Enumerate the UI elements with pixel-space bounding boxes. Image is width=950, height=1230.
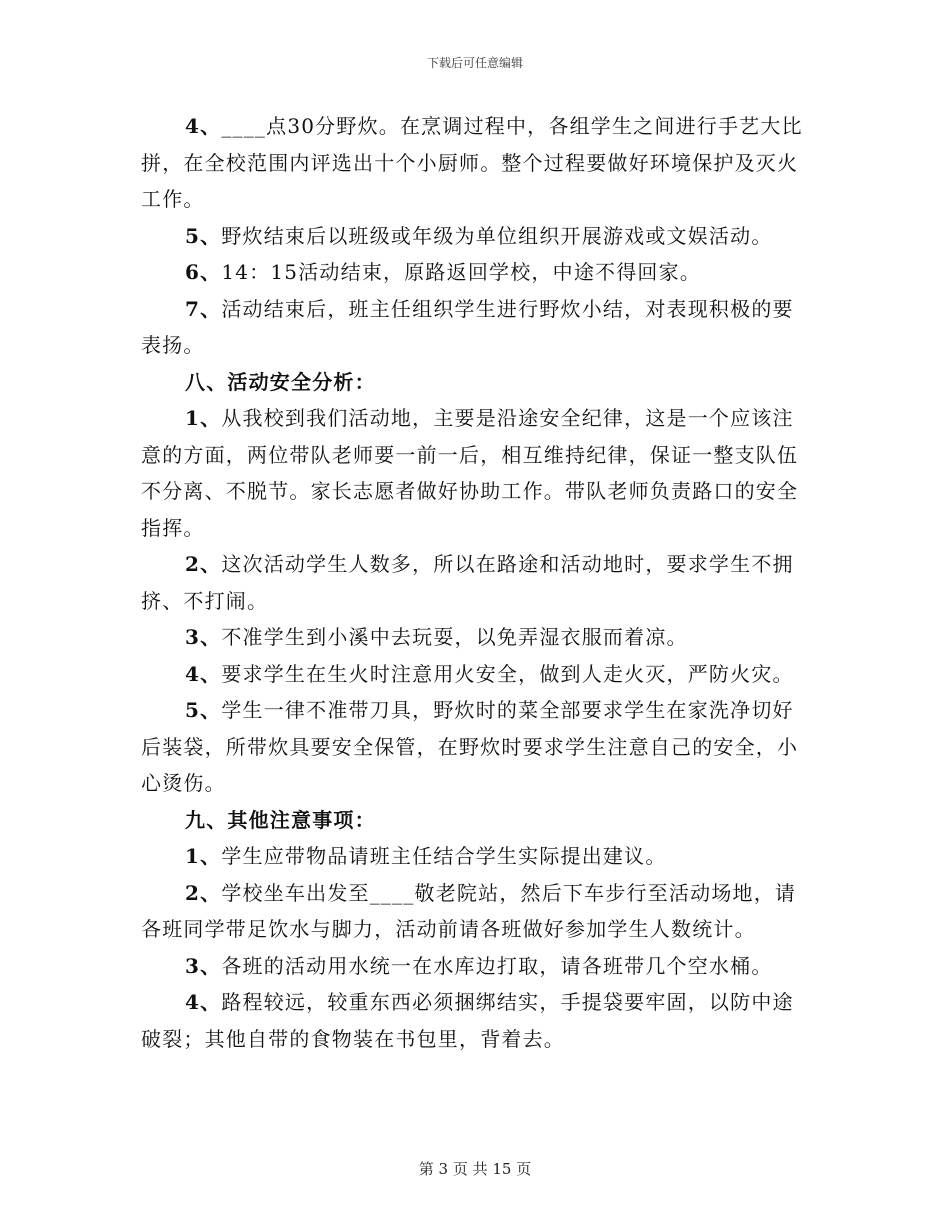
paragraph-text: 这次活动学生人数多，所以在路途和活动地时，要求学生不拥挤、不打闹。	[141, 552, 794, 613]
item-number: 4、	[185, 114, 222, 138]
paragraph-text: 要求学生在生火时注意用火安全，做到人走火灭，严防火灾。	[221, 661, 794, 686]
paragraph-text: 九、其他注意事项：	[185, 807, 376, 832]
item-number: 1、	[185, 844, 222, 868]
paragraph-text: 八、活动安全分析：	[185, 369, 376, 394]
paragraph-text: 学校坐车出发至____敬老院站，然后下车步行至活动场地，请各班同学带足饮水与脚力，活动前请各班做好参加学生人数统计。	[141, 880, 797, 941]
item-number: 2、	[185, 880, 222, 905]
paragraph	[141, 546, 809, 619]
item-number: 2、	[185, 552, 222, 576]
paragraph	[141, 108, 809, 218]
paragraph	[141, 400, 809, 546]
paragraph-text: 各班的活动用水统一在水库边打取，请各班带几个空水桶。	[221, 953, 773, 978]
paragraph-text: 活动结束后，班主任组织学生进行野炊小结，对表现积极的要表扬。	[141, 296, 794, 357]
paragraph-text: 从我校到我们活动地，主要是沿途安全纪律，这是一个应该注意的方面，两位带队老师要一前一后，相互维持纪律，保证一整支队伍不分离、不脱节。家长志愿者做好协助工作。带队老师负责路口的安全指挥。	[141, 406, 799, 540]
section-heading	[141, 802, 809, 839]
item-number: 3、	[185, 625, 222, 649]
paragraph-text: 学生一律不准带刀具，野炊时的菜全部要求学生在家洗净切好后装袋，所带炊具要安全保管，在野炊时要求学生注意自己的安全，小心烫伤。	[141, 698, 799, 795]
document-body	[141, 108, 809, 1057]
paragraph	[141, 838, 809, 875]
paragraph	[141, 291, 809, 364]
item-number: 6、	[185, 260, 222, 284]
paragraph-text: 路程较远，较重东西必须捆绑结实，手提袋要牢固，以防中途破裂；其他自带的食物装在书包里，背着去。	[141, 990, 794, 1051]
paragraph-text: ____点30分野炊。在烹调过程中，各组学生之间进行手艺大比拼，在全校范围内评选出十个小厨师。整个过程要做好环境保护及灭火工作。	[141, 114, 803, 211]
item-number: 7、	[185, 296, 222, 321]
item-number: 1、	[185, 406, 222, 430]
paragraph	[141, 875, 809, 948]
paragraph	[141, 984, 809, 1057]
item-number: 5、	[185, 698, 222, 722]
paragraph-text: 学生应带物品请班主任结合学生实际提出建议。	[221, 844, 667, 868]
paragraph	[141, 656, 809, 693]
paragraph-text: 不准学生到小溪中去玩耍，以免弄湿衣服而着凉。	[221, 625, 688, 649]
page-footer: 第 3 页 共 15 页	[418, 1160, 532, 1178]
paragraph-text: 14：15活动结束，原路返回学校，中途不得回家。	[221, 260, 702, 284]
item-number: 5、	[185, 223, 222, 248]
paragraph-text: 野炊结束后以班级或年级为单位组织开展游戏或文娱活动。	[221, 223, 773, 248]
paragraph	[141, 254, 809, 291]
paragraph	[141, 218, 809, 255]
item-number: 4、	[185, 661, 222, 686]
item-number: 3、	[185, 953, 222, 978]
paragraph	[141, 948, 809, 985]
paragraph	[141, 619, 809, 656]
page-header: 下载后可任意编辑	[426, 56, 523, 70]
section-heading	[141, 364, 809, 401]
item-number: 4、	[185, 990, 222, 1014]
paragraph	[141, 692, 809, 802]
